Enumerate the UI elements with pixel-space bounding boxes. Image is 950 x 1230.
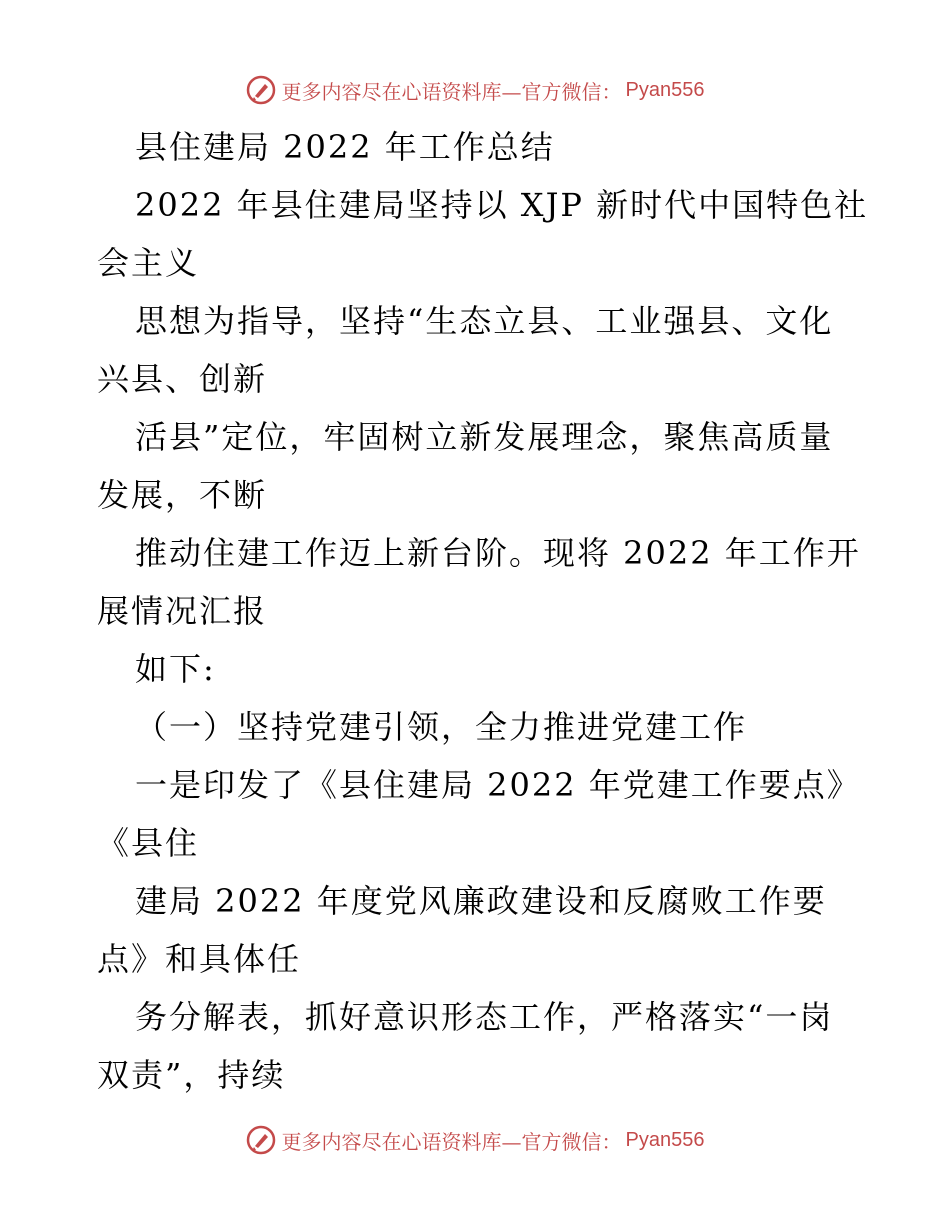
watermark-text: 更多内容尽在心语资料库—官方微信： [281,1129,622,1154]
paragraph-line: 思想为指导，坚持“生态立县、工业强县、文化 [135,302,834,340]
paragraph-line: 展情况汇报 [97,592,268,630]
document-title: 县住建局 2022 年工作总结 [135,128,555,166]
paragraph-line: 发展，不断 [97,476,268,514]
paragraph-line: 建局 2022 年度党风廉政建设和反腐败工作要 [135,882,827,920]
paragraph-line: 务分解表，抓好意识形态工作，严格落实“一岗 [135,998,834,1036]
section-heading: （一）坚持党建引领，全力推进党建工作 [135,708,748,746]
red-pen-nib-logo-icon [246,75,276,105]
paragraph-line: 兴县、创新 [97,360,268,398]
watermark-wechat-id: Pyan556 [625,1128,705,1151]
header-watermark [0,70,950,110]
paragraph-line: 会主义 [97,244,200,282]
paragraph-line: 点》和具体任 [97,940,302,978]
paragraph-line: 活县”定位，牢固树立新发展理念，聚焦高质量 [135,418,834,456]
paragraph-line: 双责”，持续 [97,1056,286,1094]
footer-watermark [0,1120,950,1160]
paragraph-line: 如下: [135,650,216,688]
red-pen-nib-logo-icon [246,1125,276,1155]
paragraph-line: 《县住 [97,824,200,862]
paragraph-line: 一是印发了《县住建局 2022 年党建工作要点》 [135,766,861,804]
paragraph-line: 推动住建工作迈上新台阶。现将 2022 年工作开 [135,534,861,572]
watermark-wechat-id: Pyan556 [625,78,705,101]
paragraph-line: 2022 年县住建局坚持以 XJP 新时代中国特色社 [135,186,869,224]
watermark-text: 更多内容尽在心语资料库—官方微信： [281,79,622,104]
